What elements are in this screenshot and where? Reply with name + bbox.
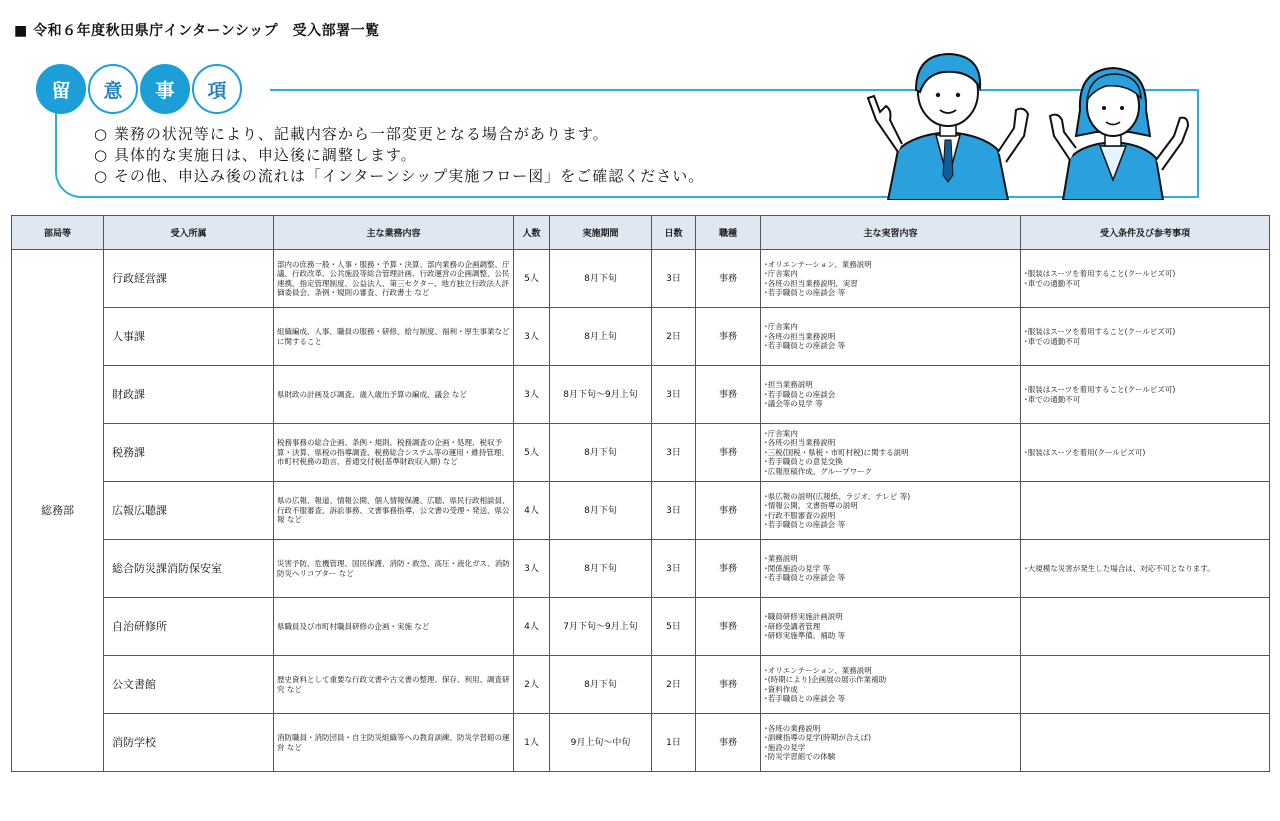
job-type-cell: 事務 [696, 366, 761, 424]
period-cell: 8月上旬 [550, 308, 652, 366]
job-type-cell: 事務 [696, 714, 761, 772]
practice-content-cell: ･職員研修実施計画説明 ･研修受講者管理 ･研修実施準備、補助 等 [761, 598, 1021, 656]
period-cell: 7月下旬～9月上旬 [550, 598, 652, 656]
notice-note: ○ 具体的な実施日は、申込後に調整します。 [94, 146, 417, 164]
work-content-cell: 県職員及び市町村職員研修の企画・実施 など [274, 598, 514, 656]
job-type-cell: 事務 [696, 482, 761, 540]
table-row [12, 714, 1270, 772]
notice-note: ○ 業務の状況等により、記載内容から一部変更となる場合があります。 [94, 125, 609, 143]
conditions-cell: ･服装はスーツを着用(クールビズ可) [1021, 424, 1270, 482]
notice-notes [94, 124, 704, 187]
practice-content-cell: ･庁舎案内 ･各班の担当業務説明 ･三税(国税・県税・市町村税)に関する説明 ･若手職員との意見交換 ･広報原稿作成、グループワーク [761, 424, 1021, 482]
conditions-cell [1021, 714, 1270, 772]
page-title: ■ 令和６年度秋田県庁インターンシップ 受入部署一覧 [14, 23, 380, 39]
work-content-cell: 組織編成、人事、職員の服務・研修、給与制度、福利・厚生事業などに関すること [274, 308, 514, 366]
header-cell: 部局等 [12, 216, 104, 250]
period-cell: 9月上旬～中旬 [550, 714, 652, 772]
conditions-cell: ･服装はスーツを着用すること(クールビズ可) ･車での通勤不可 [1021, 308, 1270, 366]
conditions-cell [1021, 482, 1270, 540]
table-row [12, 482, 1270, 540]
days-cell: 3日 [652, 482, 696, 540]
table-row [12, 656, 1270, 714]
headcount-cell: 2人 [514, 656, 550, 714]
practice-content-cell: ･県広報の説明(広報紙、ラジオ、テレビ 等) ･情報公開、文書指導の説明 ･行政不服審査の説明 ･若手職員との座談会 等 [761, 482, 1021, 540]
notice-badge: 留 [36, 64, 86, 114]
practice-content-cell: ･庁舎案内 ･各班の担当業務説明 ･若手職員との座談会 等 [761, 308, 1021, 366]
section-name-cell: 総合防災課消防保安室 [104, 540, 274, 598]
job-type-cell: 事務 [696, 308, 761, 366]
section-name-cell: 公文書館 [104, 656, 274, 714]
work-content-cell: 歴史資料として重要な行政文書や古文書の整理、保存、利用、調査研究 など [274, 656, 514, 714]
notice-badge: 意 [88, 64, 138, 114]
male-staff-illustration [868, 54, 1028, 200]
female-staff-illustration [1050, 68, 1188, 200]
header-cell: 人数 [514, 216, 550, 250]
section-name-cell: 自治研修所 [104, 598, 274, 656]
headcount-cell: 3人 [514, 308, 550, 366]
practice-content-cell: ･オリエンテーション、業務説明 ･(時期により)企画展の展示作業補助 ･資料作成 ･若手職員との座談会 等 [761, 656, 1021, 714]
conditions-cell: ･大規模な災害が発生した場合は、対応不可となります。 [1021, 540, 1270, 598]
section-name-cell: 財政課 [104, 366, 274, 424]
period-cell: 8月下旬 [550, 656, 652, 714]
days-cell: 3日 [652, 250, 696, 308]
practice-content-cell: ･業務説明 ･関係施設の見学 等 ･若手職員との座談会 等 [761, 540, 1021, 598]
headcount-cell: 4人 [514, 598, 550, 656]
conditions-cell: ･服装はスーツを着用すること(クールビズ可) ･車での通勤不可 [1021, 366, 1270, 424]
section-name-cell: 税務課 [104, 424, 274, 482]
table-row [12, 598, 1270, 656]
work-content-cell: 消防職員・消防団員・自主防災組織等への教育訓練、防災学習館の運営 など [274, 714, 514, 772]
headcount-cell: 3人 [514, 540, 550, 598]
table-row [12, 540, 1270, 598]
days-cell: 2日 [652, 308, 696, 366]
section-name-cell: 消防学校 [104, 714, 274, 772]
section-name-cell: 行政経営課 [104, 250, 274, 308]
work-content-cell: 災害予防、危機管理、国民保護、消防・救急、高圧・液化ガス、消防防災ヘリコプター など [274, 540, 514, 598]
days-cell: 2日 [652, 656, 696, 714]
headcount-cell: 5人 [514, 250, 550, 308]
header-cell: 職種 [696, 216, 761, 250]
job-type-cell: 事務 [696, 598, 761, 656]
conditions-cell [1021, 598, 1270, 656]
section-name-cell: 人事課 [104, 308, 274, 366]
headcount-cell: 5人 [514, 424, 550, 482]
job-type-cell: 事務 [696, 424, 761, 482]
job-type-cell: 事務 [696, 540, 761, 598]
staff-illustration [858, 40, 1200, 200]
dept-cell: 総務部 [12, 250, 104, 772]
days-cell: 5日 [652, 598, 696, 656]
header-cell: 実施期間 [550, 216, 652, 250]
table-row [12, 308, 1270, 366]
days-cell: 1日 [652, 714, 696, 772]
job-type-cell: 事務 [696, 656, 761, 714]
header-cell: 受入所属 [104, 216, 274, 250]
department-table [11, 215, 1270, 772]
table-row [12, 250, 1270, 308]
header-cell: 主な実習内容 [761, 216, 1021, 250]
header-cell: 受入条件及び参考事項 [1021, 216, 1270, 250]
period-cell: 8月下旬 [550, 540, 652, 598]
period-cell: 8月下旬～9月上旬 [550, 366, 652, 424]
conditions-cell [1021, 656, 1270, 714]
header-cell: 日数 [652, 216, 696, 250]
notice-badge: 項 [192, 64, 242, 114]
practice-content-cell: ･オリエンテーション、業務説明 ･庁舎案内 ･各班の担当業務説明、実習 ･若手職員との座談会 等 [761, 250, 1021, 308]
job-type-cell: 事務 [696, 250, 761, 308]
work-content-cell: 部内の庶務一般・人事・服務・予算・決算、部内業務の企画調整、庁議、行政改革、公共施設等総合管理計画、行政運営の企画調整、公民連携、指定管理制度、公益法人、第三セクター、地方独立行政法人評価委員会、条例・規則の審査、行政書士 など [274, 250, 514, 308]
notice-badge: 事 [140, 64, 190, 114]
conditions-cell: ･服装はスーツを着用すること(クールビズ可) ･車での通勤不可 [1021, 250, 1270, 308]
table-row [12, 424, 1270, 482]
headcount-cell: 3人 [514, 366, 550, 424]
notice-note: ○ その他、申込み後の流れは「インターンシップ実施フロー図」をご確認ください。 [94, 167, 705, 185]
days-cell: 3日 [652, 366, 696, 424]
table-row [12, 366, 1270, 424]
work-content-cell: 税務事務の総合企画、条例・規則、税務調査の企画・処理、税収予算・決算、県税の指導調査、税務総合システム等の運用・維持管理、市町村税務の助言、普通交付税(基準財政収入額) など [274, 424, 514, 482]
section-name-cell: 広報広聴課 [104, 482, 274, 540]
table-header-row [12, 216, 1270, 250]
work-content-cell: 県の広報、報道、情報公開、個人情報保護、広聴、県民行政相談員、行政不服審査、訴訟事務、文書事務指導、公文書の受理・発送、県公報 など [274, 482, 514, 540]
practice-content-cell: ･各班の業務説明 ･訓練指導の見学(時期が合えば) ･施設の見学 ･防災学習館での体験 [761, 714, 1021, 772]
header-cell: 主な業務内容 [274, 216, 514, 250]
practice-content-cell: ･担当業務説明 ･若手職員との座談会 ･議会等の見学 等 [761, 366, 1021, 424]
headcount-cell: 1人 [514, 714, 550, 772]
period-cell: 8月下旬 [550, 424, 652, 482]
headcount-cell: 4人 [514, 482, 550, 540]
notice-badges [36, 64, 242, 114]
work-content-cell: 県財政の計画及び調査、歳入歳出予算の編成、議会 など [274, 366, 514, 424]
days-cell: 3日 [652, 540, 696, 598]
period-cell: 8月下旬 [550, 482, 652, 540]
period-cell: 8月下旬 [550, 250, 652, 308]
days-cell: 3日 [652, 424, 696, 482]
